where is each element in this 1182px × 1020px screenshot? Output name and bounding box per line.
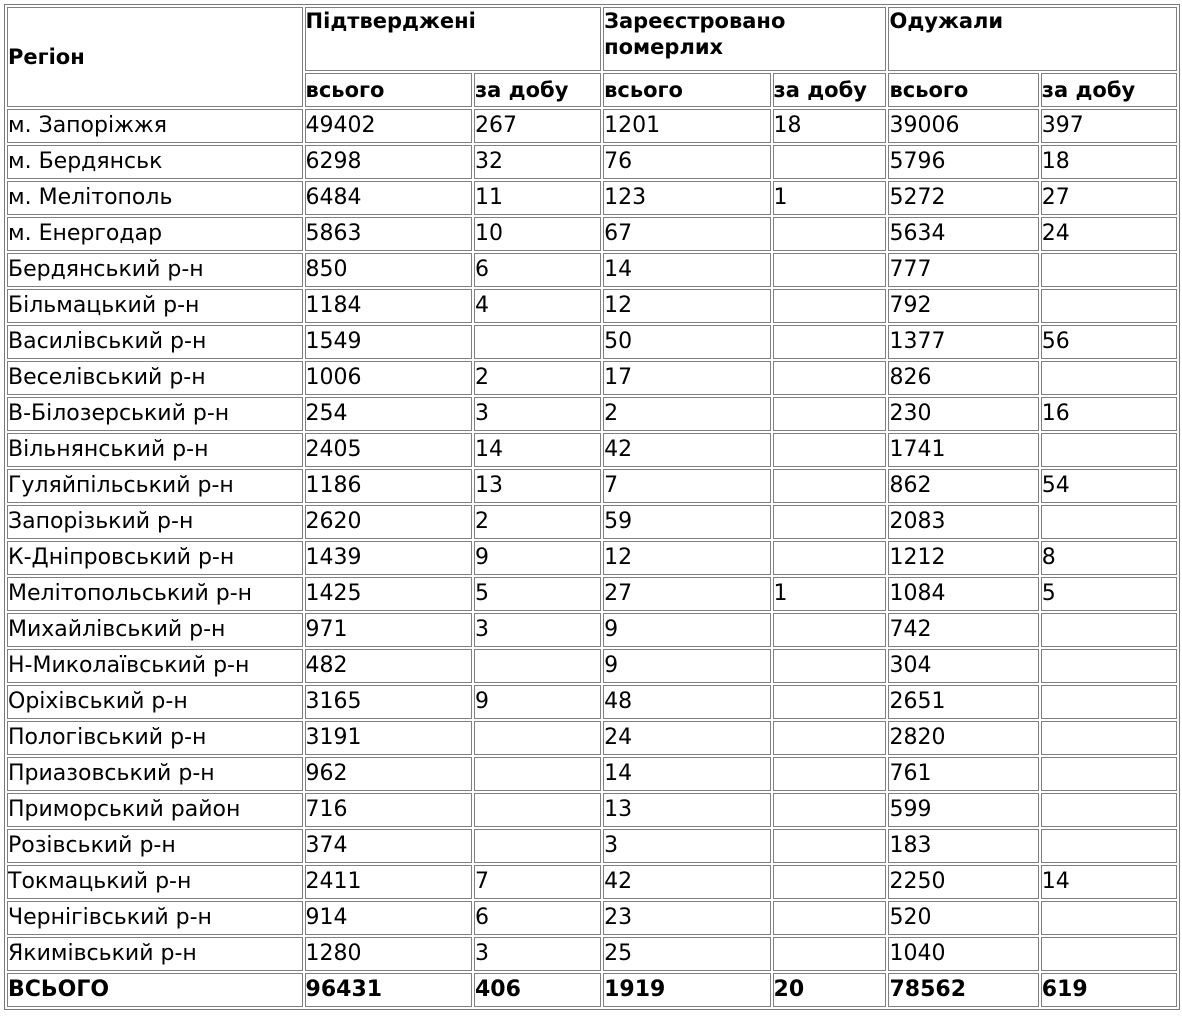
deaths-total-cell: 14 bbox=[603, 757, 770, 791]
confirmed-total-cell: 3191 bbox=[305, 721, 472, 755]
table-row bbox=[7, 217, 1177, 251]
recovered-total-cell: 2820 bbox=[888, 721, 1038, 755]
deaths-daily-cell bbox=[773, 541, 887, 575]
recovered-daily-cell: 14 bbox=[1041, 865, 1177, 899]
table-row bbox=[7, 937, 1177, 971]
region-cell: Бердянський р-н bbox=[7, 253, 303, 287]
table-row bbox=[7, 469, 1177, 503]
confirmed-total-cell: 49402 bbox=[305, 109, 472, 143]
header-recovered-total: всього bbox=[888, 73, 1038, 107]
table-row bbox=[7, 685, 1177, 719]
recovered-daily-cell: 5 bbox=[1041, 577, 1177, 611]
recovered-total-cell: 792 bbox=[888, 289, 1038, 323]
deaths-total-cell: 59 bbox=[603, 505, 770, 539]
header-deaths: Зареєстровано померлих bbox=[603, 7, 886, 71]
table-row bbox=[7, 145, 1177, 179]
confirmed-daily-cell: 11 bbox=[474, 181, 601, 215]
region-cell: м. Енергодар bbox=[7, 217, 303, 251]
confirmed-daily-cell: 3 bbox=[474, 397, 601, 431]
confirmed-total-cell: 6298 bbox=[305, 145, 472, 179]
deaths-total-cell: 123 bbox=[603, 181, 770, 215]
recovered-daily-cell: 16 bbox=[1041, 397, 1177, 431]
header-row-top bbox=[7, 7, 1177, 71]
recovered-daily-cell: 27 bbox=[1041, 181, 1177, 215]
region-cell: Мелітопольський р-н bbox=[7, 577, 303, 611]
total-row bbox=[7, 973, 1177, 1007]
recovered-daily-cell bbox=[1041, 289, 1177, 323]
deaths-total-cell: 25 bbox=[603, 937, 770, 971]
deaths-total-cell: 17 bbox=[603, 361, 770, 395]
total-deaths-total-cell: 1919 bbox=[603, 973, 770, 1007]
region-cell: Н-Миколаївський р-н bbox=[7, 649, 303, 683]
recovered-daily-cell bbox=[1041, 685, 1177, 719]
header-recovered-daily: за добу bbox=[1041, 73, 1177, 107]
confirmed-total-cell: 850 bbox=[305, 253, 472, 287]
table-row bbox=[7, 613, 1177, 647]
confirmed-total-cell: 962 bbox=[305, 757, 472, 791]
recovered-daily-cell: 56 bbox=[1041, 325, 1177, 359]
confirmed-total-cell: 1425 bbox=[305, 577, 472, 611]
deaths-daily-cell bbox=[773, 397, 887, 431]
region-cell: м. Запоріжжя bbox=[7, 109, 303, 143]
recovered-total-cell: 1377 bbox=[888, 325, 1038, 359]
header-confirmed-total: всього bbox=[305, 73, 472, 107]
recovered-daily-cell bbox=[1041, 433, 1177, 467]
recovered-total-cell: 39006 bbox=[888, 109, 1038, 143]
total-confirmed-total-cell: 96431 bbox=[305, 973, 472, 1007]
total-region-cell: ВСЬОГО bbox=[7, 973, 303, 1007]
recovered-total-cell: 862 bbox=[888, 469, 1038, 503]
recovered-total-cell: 1084 bbox=[888, 577, 1038, 611]
table-row bbox=[7, 649, 1177, 683]
recovered-total-cell: 742 bbox=[888, 613, 1038, 647]
table-row bbox=[7, 253, 1177, 287]
region-cell: Вільнянський р-н bbox=[7, 433, 303, 467]
confirmed-daily-cell: 267 bbox=[474, 109, 601, 143]
region-cell: м. Бердянськ bbox=[7, 145, 303, 179]
recovered-daily-cell: 24 bbox=[1041, 217, 1177, 251]
recovered-total-cell: 777 bbox=[888, 253, 1038, 287]
recovered-daily-cell bbox=[1041, 793, 1177, 827]
total-confirmed-daily-cell: 406 bbox=[474, 973, 601, 1007]
recovered-daily-cell: 54 bbox=[1041, 469, 1177, 503]
recovered-daily-cell: 18 bbox=[1041, 145, 1177, 179]
deaths-total-cell: 48 bbox=[603, 685, 770, 719]
deaths-total-cell: 42 bbox=[603, 865, 770, 899]
deaths-total-cell: 13 bbox=[603, 793, 770, 827]
deaths-daily-cell bbox=[773, 793, 887, 827]
table-row bbox=[7, 793, 1177, 827]
table-row bbox=[7, 433, 1177, 467]
confirmed-daily-cell: 6 bbox=[474, 253, 601, 287]
recovered-total-cell: 1040 bbox=[888, 937, 1038, 971]
region-cell: Запорізький р-н bbox=[7, 505, 303, 539]
region-cell: Чернігівський р-н bbox=[7, 901, 303, 935]
table-row bbox=[7, 397, 1177, 431]
recovered-daily-cell bbox=[1041, 829, 1177, 863]
deaths-total-cell: 9 bbox=[603, 649, 770, 683]
deaths-daily-cell bbox=[773, 865, 887, 899]
recovered-total-cell: 5796 bbox=[888, 145, 1038, 179]
confirmed-daily-cell: 13 bbox=[474, 469, 601, 503]
header-confirmed-daily: за добу bbox=[474, 73, 601, 107]
confirmed-daily-cell: 7 bbox=[474, 865, 601, 899]
deaths-total-cell: 1201 bbox=[603, 109, 770, 143]
region-cell: Василівський р-н bbox=[7, 325, 303, 359]
confirmed-daily-cell: 4 bbox=[474, 289, 601, 323]
deaths-daily-cell bbox=[773, 145, 887, 179]
recovered-daily-cell bbox=[1041, 721, 1177, 755]
table-body bbox=[7, 7, 1177, 1007]
region-cell: Якимівський р-н bbox=[7, 937, 303, 971]
confirmed-daily-cell: 2 bbox=[474, 361, 601, 395]
deaths-daily-cell bbox=[773, 325, 887, 359]
table-row bbox=[7, 109, 1177, 143]
recovered-daily-cell bbox=[1041, 649, 1177, 683]
region-cell: Пологівський р-н bbox=[7, 721, 303, 755]
table-row bbox=[7, 865, 1177, 899]
header-deaths-daily: за добу bbox=[773, 73, 887, 107]
deaths-total-cell: 27 bbox=[603, 577, 770, 611]
deaths-total-cell: 67 bbox=[603, 217, 770, 251]
deaths-daily-cell bbox=[773, 289, 887, 323]
table-row bbox=[7, 289, 1177, 323]
confirmed-total-cell: 5863 bbox=[305, 217, 472, 251]
confirmed-total-cell: 1006 bbox=[305, 361, 472, 395]
recovered-total-cell: 599 bbox=[888, 793, 1038, 827]
deaths-total-cell: 3 bbox=[603, 829, 770, 863]
deaths-total-cell: 12 bbox=[603, 541, 770, 575]
confirmed-daily-cell: 32 bbox=[474, 145, 601, 179]
region-cell: Більмацький р-н bbox=[7, 289, 303, 323]
recovered-total-cell: 2250 bbox=[888, 865, 1038, 899]
confirmed-daily-cell: 2 bbox=[474, 505, 601, 539]
deaths-daily-cell bbox=[773, 757, 887, 791]
deaths-daily-cell bbox=[773, 937, 887, 971]
covid-stats-table bbox=[4, 4, 1180, 1010]
recovered-daily-cell: 8 bbox=[1041, 541, 1177, 575]
table-row bbox=[7, 325, 1177, 359]
deaths-daily-cell: 1 bbox=[773, 181, 887, 215]
deaths-total-cell: 24 bbox=[603, 721, 770, 755]
recovered-daily-cell bbox=[1041, 901, 1177, 935]
confirmed-total-cell: 1186 bbox=[305, 469, 472, 503]
table-row bbox=[7, 181, 1177, 215]
recovered-total-cell: 2651 bbox=[888, 685, 1038, 719]
deaths-daily-cell bbox=[773, 433, 887, 467]
recovered-total-cell: 304 bbox=[888, 649, 1038, 683]
confirmed-total-cell: 374 bbox=[305, 829, 472, 863]
confirmed-total-cell: 6484 bbox=[305, 181, 472, 215]
deaths-daily-cell bbox=[773, 685, 887, 719]
table-row bbox=[7, 505, 1177, 539]
confirmed-total-cell: 1549 bbox=[305, 325, 472, 359]
recovered-daily-cell bbox=[1041, 505, 1177, 539]
deaths-daily-cell bbox=[773, 829, 887, 863]
recovered-total-cell: 826 bbox=[888, 361, 1038, 395]
table-row bbox=[7, 757, 1177, 791]
region-cell: В-Білозерський р-н bbox=[7, 397, 303, 431]
confirmed-daily-cell: 3 bbox=[474, 613, 601, 647]
table-row bbox=[7, 721, 1177, 755]
recovered-daily-cell bbox=[1041, 361, 1177, 395]
confirmed-daily-cell: 6 bbox=[474, 901, 601, 935]
confirmed-total-cell: 716 bbox=[305, 793, 472, 827]
recovered-total-cell: 1212 bbox=[888, 541, 1038, 575]
recovered-total-cell: 5272 bbox=[888, 181, 1038, 215]
confirmed-daily-cell bbox=[474, 793, 601, 827]
total-deaths-daily-cell: 20 bbox=[773, 973, 887, 1007]
recovered-daily-cell bbox=[1041, 937, 1177, 971]
deaths-daily-cell bbox=[773, 361, 887, 395]
header-region: Регіон bbox=[7, 7, 303, 107]
header-deaths-total: всього bbox=[603, 73, 770, 107]
recovered-total-cell: 5634 bbox=[888, 217, 1038, 251]
region-cell: Веселівський р-н bbox=[7, 361, 303, 395]
recovered-daily-cell bbox=[1041, 757, 1177, 791]
region-cell: Розівський р-н bbox=[7, 829, 303, 863]
confirmed-total-cell: 3165 bbox=[305, 685, 472, 719]
total-recovered-daily-cell: 619 bbox=[1041, 973, 1177, 1007]
total-recovered-total-cell: 78562 bbox=[888, 973, 1038, 1007]
confirmed-total-cell: 2405 bbox=[305, 433, 472, 467]
deaths-daily-cell bbox=[773, 901, 887, 935]
confirmed-daily-cell bbox=[474, 757, 601, 791]
deaths-daily-cell bbox=[773, 721, 887, 755]
table-row bbox=[7, 361, 1177, 395]
confirmed-daily-cell: 10 bbox=[474, 217, 601, 251]
deaths-daily-cell bbox=[773, 613, 887, 647]
region-cell: Михайлівський р-н bbox=[7, 613, 303, 647]
recovered-total-cell: 1741 bbox=[888, 433, 1038, 467]
confirmed-total-cell: 1280 bbox=[305, 937, 472, 971]
deaths-total-cell: 76 bbox=[603, 145, 770, 179]
table-row bbox=[7, 577, 1177, 611]
header-recovered: Одужали bbox=[888, 7, 1177, 71]
recovered-total-cell: 520 bbox=[888, 901, 1038, 935]
deaths-daily-cell bbox=[773, 253, 887, 287]
region-cell: Приморський район bbox=[7, 793, 303, 827]
table-row bbox=[7, 541, 1177, 575]
confirmed-total-cell: 254 bbox=[305, 397, 472, 431]
recovered-daily-cell bbox=[1041, 613, 1177, 647]
deaths-daily-cell: 1 bbox=[773, 577, 887, 611]
confirmed-daily-cell: 5 bbox=[474, 577, 601, 611]
confirmed-daily-cell: 3 bbox=[474, 937, 601, 971]
region-cell: Гуляйпільський р-н bbox=[7, 469, 303, 503]
confirmed-total-cell: 2411 bbox=[305, 865, 472, 899]
deaths-daily-cell bbox=[773, 649, 887, 683]
recovered-total-cell: 761 bbox=[888, 757, 1038, 791]
recovered-total-cell: 183 bbox=[888, 829, 1038, 863]
deaths-total-cell: 2 bbox=[603, 397, 770, 431]
confirmed-daily-cell bbox=[474, 829, 601, 863]
region-cell: Оріхівський р-н bbox=[7, 685, 303, 719]
header-confirmed: Підтверджені bbox=[305, 7, 602, 71]
deaths-daily-cell bbox=[773, 217, 887, 251]
confirmed-daily-cell bbox=[474, 649, 601, 683]
deaths-total-cell: 14 bbox=[603, 253, 770, 287]
confirmed-total-cell: 1439 bbox=[305, 541, 472, 575]
region-cell: Приазовський р-н bbox=[7, 757, 303, 791]
confirmed-daily-cell bbox=[474, 721, 601, 755]
deaths-total-cell: 12 bbox=[603, 289, 770, 323]
confirmed-daily-cell: 9 bbox=[474, 685, 601, 719]
confirmed-total-cell: 2620 bbox=[305, 505, 472, 539]
confirmed-total-cell: 971 bbox=[305, 613, 472, 647]
deaths-daily-cell bbox=[773, 505, 887, 539]
deaths-total-cell: 9 bbox=[603, 613, 770, 647]
table-row bbox=[7, 901, 1177, 935]
recovered-total-cell: 230 bbox=[888, 397, 1038, 431]
recovered-daily-cell: 397 bbox=[1041, 109, 1177, 143]
deaths-total-cell: 23 bbox=[603, 901, 770, 935]
confirmed-daily-cell: 9 bbox=[474, 541, 601, 575]
recovered-total-cell: 2083 bbox=[888, 505, 1038, 539]
deaths-daily-cell: 18 bbox=[773, 109, 887, 143]
confirmed-daily-cell: 14 bbox=[474, 433, 601, 467]
confirmed-total-cell: 914 bbox=[305, 901, 472, 935]
confirmed-daily-cell bbox=[474, 325, 601, 359]
table-row bbox=[7, 829, 1177, 863]
confirmed-total-cell: 1184 bbox=[305, 289, 472, 323]
recovered-daily-cell bbox=[1041, 253, 1177, 287]
region-cell: м. Мелітополь bbox=[7, 181, 303, 215]
confirmed-total-cell: 482 bbox=[305, 649, 472, 683]
region-cell: Токмацький р-н bbox=[7, 865, 303, 899]
deaths-total-cell: 7 bbox=[603, 469, 770, 503]
deaths-total-cell: 42 bbox=[603, 433, 770, 467]
deaths-total-cell: 50 bbox=[603, 325, 770, 359]
region-cell: К-Дніпровський р-н bbox=[7, 541, 303, 575]
deaths-daily-cell bbox=[773, 469, 887, 503]
